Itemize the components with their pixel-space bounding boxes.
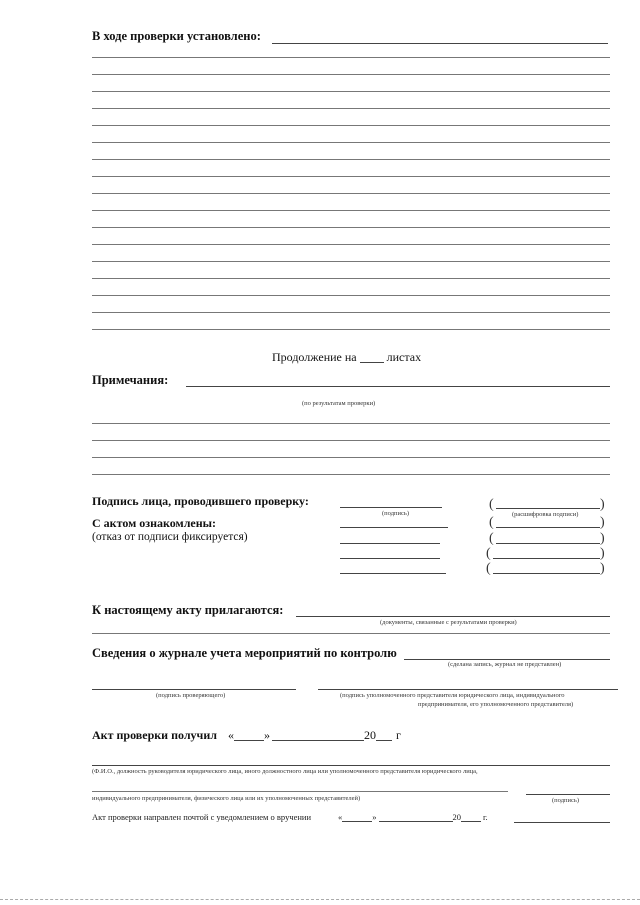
inspector-decoding-field[interactable] xyxy=(496,508,600,509)
open-paren: ( xyxy=(489,531,494,546)
attachments-caption: (документы, связанные с результатами проверки) xyxy=(380,619,517,626)
open-paren: ( xyxy=(489,497,494,512)
acquainted-decoding-field[interactable] xyxy=(496,543,600,544)
quote-open: « xyxy=(338,812,343,822)
quote-close: » xyxy=(372,812,377,822)
findings-line[interactable] xyxy=(92,227,610,228)
received-label: Акт проверки получил xyxy=(92,728,217,742)
attachments-line[interactable] xyxy=(296,616,610,617)
year-suffix: г. xyxy=(483,812,488,822)
findings-line[interactable] xyxy=(92,329,610,330)
acquainted-signature-field[interactable] xyxy=(340,573,446,574)
mailed-month-field[interactable] xyxy=(379,821,453,822)
findings-line[interactable] xyxy=(92,91,610,92)
recipient-line[interactable] xyxy=(92,791,508,792)
acquainted-decoding-field[interactable] xyxy=(493,573,600,574)
acquainted-decoding-field[interactable] xyxy=(496,527,600,528)
findings-line[interactable] xyxy=(92,261,610,262)
attachments-heading: К настоящему акту прилагаются: xyxy=(92,603,284,617)
findings-line[interactable] xyxy=(92,210,610,211)
findings-line[interactable] xyxy=(92,159,610,160)
recipient-caption-1: (Ф.И.О., должность руководителя юридического лица, иного должностного лица или уполномоченного представителя юридического лица, xyxy=(92,768,478,775)
sheets-count-field[interactable] xyxy=(360,362,384,363)
scan-edge xyxy=(0,899,640,900)
continuation-line xyxy=(272,350,421,365)
representative-caption-2: предпринимателя, его уполномоченного представителя) xyxy=(418,701,574,708)
representative-caption-1: (подпись уполномоченного представителя юридического лица, индивидуального xyxy=(340,692,565,699)
recipient-signature-caption: (подпись) xyxy=(552,797,579,804)
acquainted-decoding-field[interactable] xyxy=(493,558,600,559)
continuation-prefix: Продолжение на xyxy=(272,350,357,364)
findings-line[interactable] xyxy=(92,295,610,296)
notes-line[interactable] xyxy=(186,386,610,387)
attachments-line[interactable] xyxy=(92,633,610,634)
acquainted-signature-field[interactable] xyxy=(340,527,448,528)
notes-caption: (по результатам проверки) xyxy=(302,400,376,407)
inspector-signature-field[interactable] xyxy=(340,507,442,508)
recipient-line[interactable] xyxy=(92,765,610,766)
open-paren: ( xyxy=(486,561,491,576)
year-suffix: г xyxy=(396,728,401,742)
refusal-note: (отказ от подписи фиксируется) xyxy=(92,531,248,543)
mailed-day-field[interactable] xyxy=(342,821,372,822)
inspector-sig-caption: (подпись проверяющего) xyxy=(156,692,226,699)
acquainted-signature-field[interactable] xyxy=(340,543,440,544)
recipient-signature-field[interactable] xyxy=(526,794,610,795)
close-paren: ) xyxy=(600,497,605,512)
open-paren: ( xyxy=(489,515,494,530)
quote-open: « xyxy=(228,728,234,742)
close-paren: ) xyxy=(600,531,605,546)
notes-line[interactable] xyxy=(92,440,610,441)
received-month-field[interactable] xyxy=(272,740,364,741)
notes-line[interactable] xyxy=(92,457,610,458)
mailed-extra-line[interactable] xyxy=(514,822,610,823)
mailed-year-field[interactable] xyxy=(461,821,481,822)
journal-line[interactable] xyxy=(404,659,610,660)
mailed-label: Акт проверки направлен почтой с уведомлением о вручении xyxy=(92,812,312,822)
findings-line[interactable] xyxy=(92,176,610,177)
notes-line[interactable] xyxy=(92,474,610,475)
received-day-field[interactable] xyxy=(234,740,264,741)
continuation-suffix: листах xyxy=(386,350,422,364)
findings-heading: В ходе проверки установлено: xyxy=(92,29,261,43)
journal-heading: Сведения о журнале учета мероприятий по контролю xyxy=(92,646,397,660)
year-prefix: 20 xyxy=(364,728,376,742)
findings-line[interactable] xyxy=(272,43,608,44)
representative-sig-line[interactable] xyxy=(318,689,618,690)
findings-line[interactable] xyxy=(92,244,610,245)
close-paren: ) xyxy=(600,561,605,576)
quote-close: » xyxy=(264,728,270,742)
inspector-signature-label: Подпись лица, проводившего проверку: xyxy=(92,494,309,508)
open-paren: ( xyxy=(486,546,491,561)
year-prefix: 20 xyxy=(452,812,461,822)
findings-line[interactable] xyxy=(92,125,610,126)
notes-line[interactable] xyxy=(92,423,610,424)
close-paren: ) xyxy=(600,515,605,530)
journal-caption: (сделана запись, журнал не представлен) xyxy=(448,661,562,668)
findings-line[interactable] xyxy=(92,74,610,75)
findings-line[interactable] xyxy=(92,193,610,194)
acquainted-signature-field[interactable] xyxy=(340,558,440,559)
findings-line[interactable] xyxy=(92,57,610,58)
findings-line[interactable] xyxy=(92,108,610,109)
received-date xyxy=(228,728,401,743)
findings-line[interactable] xyxy=(92,142,610,143)
mailed-date xyxy=(338,812,488,822)
notes-heading: Примечания: xyxy=(92,373,169,387)
findings-line[interactable] xyxy=(92,278,610,279)
findings-line[interactable] xyxy=(92,312,610,313)
decoding-caption: (расшифровка подписи) xyxy=(512,511,579,518)
received-year-field[interactable] xyxy=(376,740,392,741)
acquainted-label: С актом ознакомлены: xyxy=(92,516,217,530)
recipient-caption-2: индивидуального предпринимателя, физического лица или их уполномоченных представителей) xyxy=(92,795,361,802)
signature-caption: (подпись) xyxy=(382,510,409,517)
inspector-sig-line[interactable] xyxy=(92,689,296,690)
close-paren: ) xyxy=(600,546,605,561)
